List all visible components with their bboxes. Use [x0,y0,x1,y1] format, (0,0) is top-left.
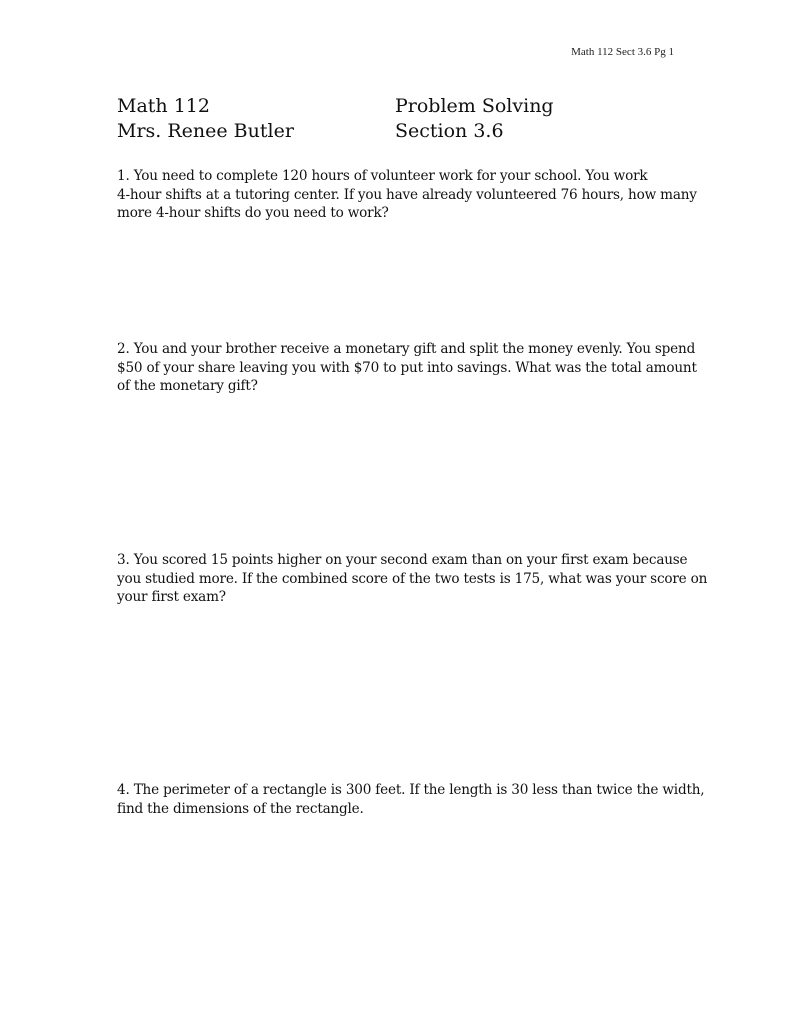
problem-line: more 4-hour shifts do you need to work? [117,205,389,221]
problem-line: 3. You scored 15 points higher on your second exam than on your first exam because [117,552,688,568]
problem-line: 1. You need to complete 120 hours of volunteer work for your school. You work [117,168,648,184]
problem-line: your first exam? [117,589,226,605]
problem-line: 2. You and your brother receive a monetary gift and split the money evenly. You spend [117,341,696,357]
problem-line: 4-hour shifts at a tutoring center. If you have already volunteered 76 hours, how many [117,186,697,203]
problem-line: find the dimensions of the rectangle. [117,800,364,817]
course-title: Math 112 [117,95,210,117]
problem-2 [117,340,697,396]
problem-line: 4. The perimeter of a rectangle is 300 feet. If the length is 30 less than twice the width, [117,782,705,798]
title-row-2 [117,119,677,144]
page-header-label: Math 112 Sect 3.6 Pg 1 [571,46,674,58]
instructor-name: Mrs. Renee Butler [117,120,294,142]
problem-3 [117,551,708,607]
title-block [117,94,677,144]
problem-4 [117,781,705,818]
problem-line: $50 of your share leaving you with $70 to put into savings. What was the total amount [117,359,697,376]
title-row-1 [117,94,677,119]
section-title: Section 3.6 [395,120,504,142]
problem-line: you studied more. If the combined score of the two tests is 175, what was your score on [117,570,708,587]
topic-title: Problem Solving [395,95,554,117]
problem-1 [117,167,697,223]
problem-line: of the monetary gift? [117,378,258,394]
